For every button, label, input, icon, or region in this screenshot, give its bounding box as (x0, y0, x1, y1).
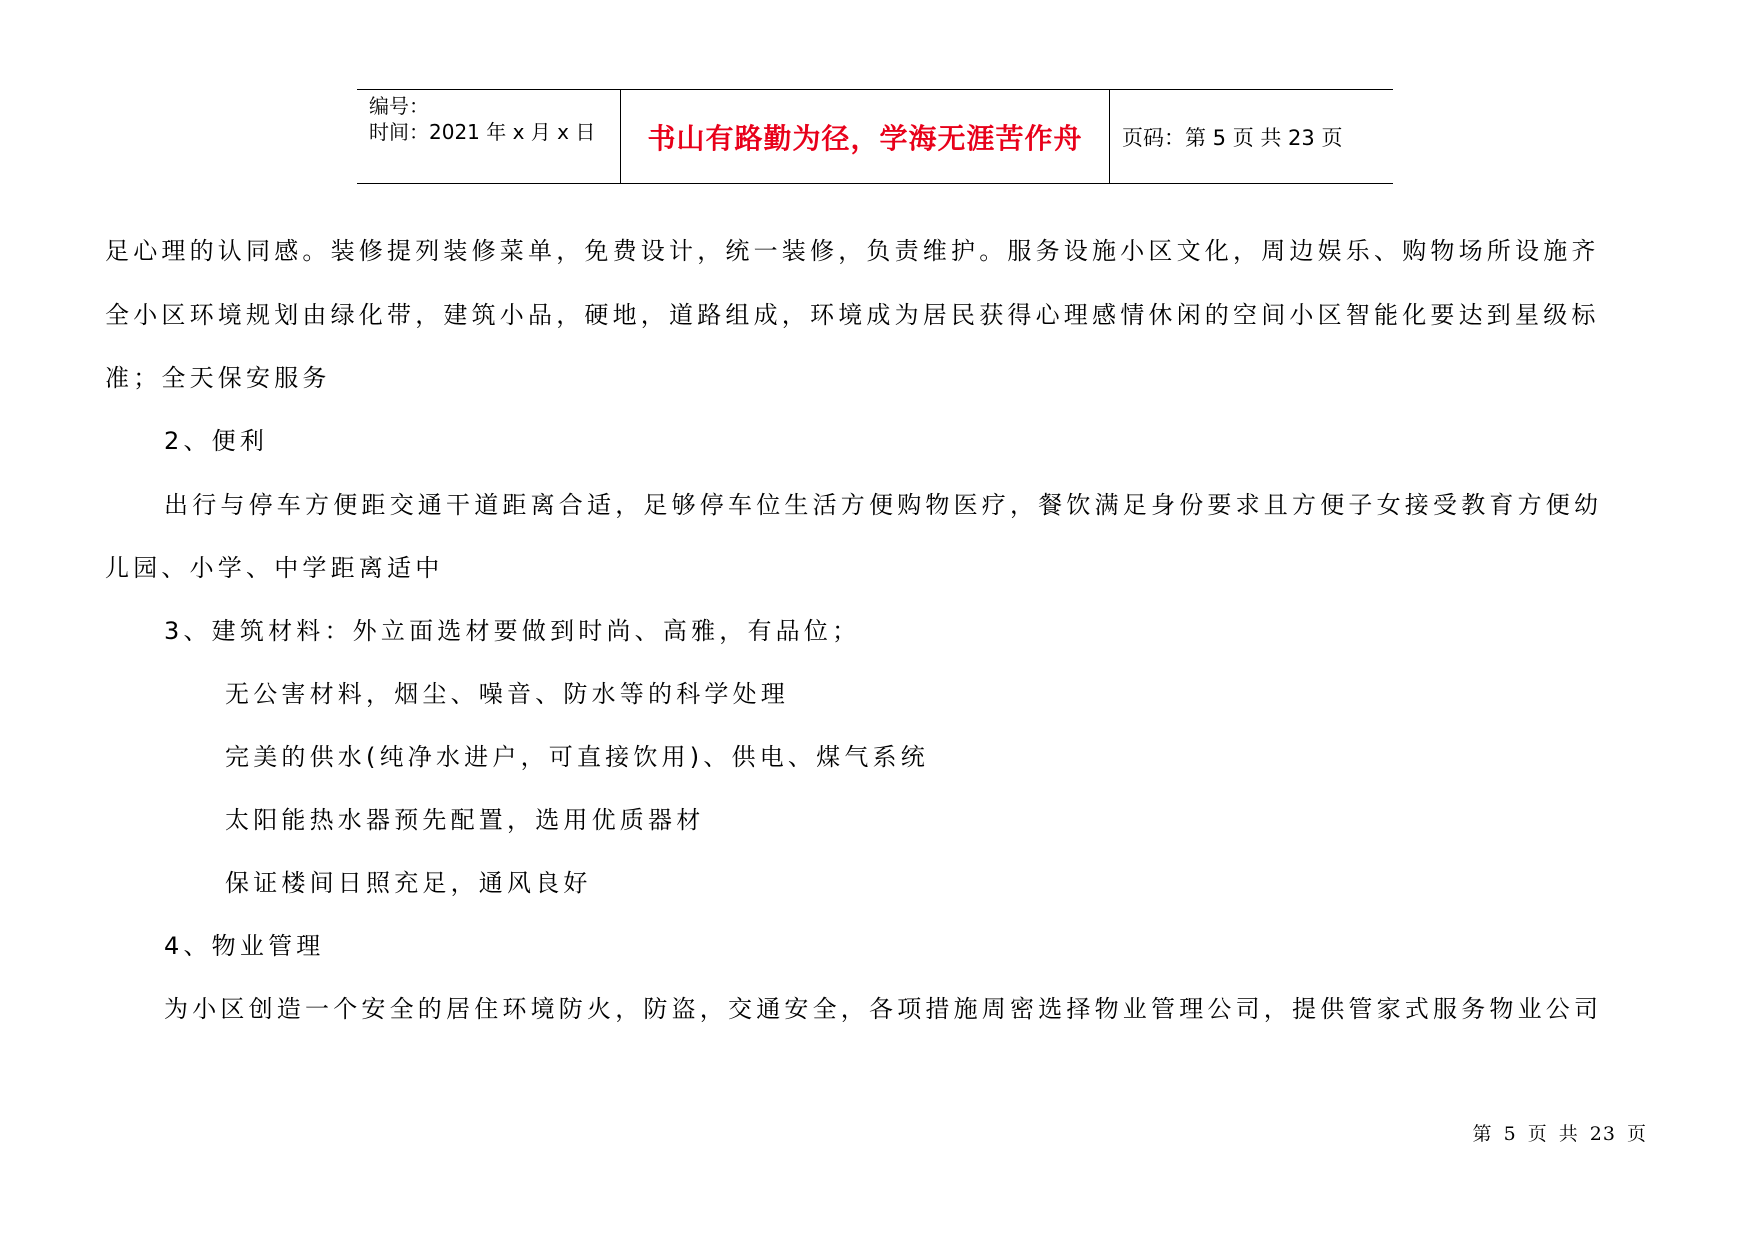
paragraph-line: 为小区创造一个安全的居住环境防火，防盗，交通安全，各项措施周密选择物业管理公司，提供管家式服务物业公司 (164, 995, 1603, 1023)
paragraph-line: 出行与停车方便距交通干道距离合适，足够停车位生活方便购物医疗，餐饮满足身份要求且方便子女接受教育方便幼 (164, 491, 1603, 519)
header-meta-cell (357, 90, 621, 183)
page-footer-number: 第 5 页 共 23 页 (1472, 1123, 1647, 1145)
list-item: 完美的供水(纯净水进户，可直接饮用)、供电、煤气系统 (225, 743, 929, 771)
paragraph-line: 全小区环境规划由绿化带，建筑小品，硬地，道路组成，环境成为居民获得心理感情休闲的空间小区智能化要达到星级标 (105, 301, 1600, 329)
header-motto-cell (621, 90, 1110, 183)
paragraph-line: 儿园、小学、中学距离适中 (105, 554, 444, 582)
document-number-label: 编号： (369, 94, 429, 118)
section-heading: 2、便利 (164, 427, 269, 455)
paragraph-line: 足心理的认同感。装修提列装修菜单，免费设计，统一装修，负责维护。服务设施小区文化，周边娱乐、购物场所设施齐 (105, 237, 1600, 265)
list-item: 无公害材料，烟尘、噪音、防水等的科学处理 (225, 680, 789, 708)
paragraph-line: 准；全天保安服务 (105, 364, 331, 392)
list-item: 保证楼间日照充足，通风良好 (225, 869, 592, 897)
list-item: 太阳能热水器预先配置，选用优质器材 (225, 806, 705, 834)
header-page-cell (1110, 90, 1393, 183)
document-date: 时间：2021 年 x 月 x 日 (369, 120, 596, 144)
section-heading: 3、建筑材料：外立面选材要做到时尚、高雅，有品位； (164, 617, 861, 645)
header-page-code: 页码：第 5 页 共 23 页 (1122, 125, 1343, 150)
document-header (357, 89, 1393, 184)
section-heading: 4、物业管理 (164, 932, 325, 960)
header-motto: 书山有路勤为径，学海无涯苦作舟 (647, 121, 1083, 155)
